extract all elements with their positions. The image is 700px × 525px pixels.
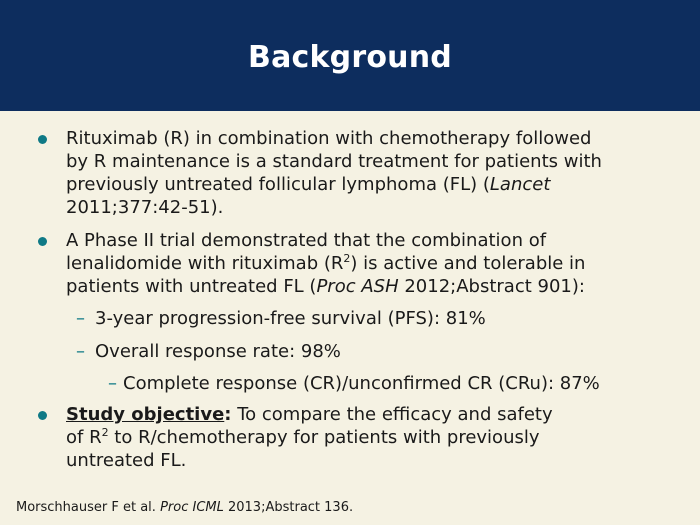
bullet-text xyxy=(66,127,678,219)
dash-icon: – xyxy=(108,373,117,394)
bullet-line: by R maintenance is a standard treatment for patients with xyxy=(66,151,602,172)
footnote-text: Morschhauser F et al. xyxy=(16,500,161,515)
objective-label: Study objective xyxy=(66,404,225,425)
bullet-line xyxy=(66,275,678,298)
bullet-text xyxy=(66,403,678,472)
bullet-line xyxy=(66,403,678,426)
bullet-line-text: To compare the efficacy and safety xyxy=(231,404,553,425)
bullet-line: A Phase II trial demonstrated that the combination of xyxy=(66,230,547,251)
subbullet-text: Overall response rate: 98% xyxy=(95,341,341,362)
bullet-dot-icon xyxy=(38,411,47,420)
objective-colon: : xyxy=(224,404,232,425)
footnote-journal: Proc ICML xyxy=(160,500,224,515)
superscript: 2 xyxy=(343,252,351,265)
slide-title: Background xyxy=(248,40,452,75)
bullet-line: untreated FL. xyxy=(66,450,187,471)
footnote-citation xyxy=(16,499,353,517)
subbullet-orr xyxy=(76,340,341,363)
dash-icon: – xyxy=(76,308,85,329)
bullet-line xyxy=(66,173,678,196)
subbullet-cr xyxy=(108,372,600,395)
bullet-line-text: to R/chemotherapy for patients with previously xyxy=(108,427,540,448)
bullet-dot-icon xyxy=(38,135,47,144)
bullet-line-text: patients with untreated FL ( xyxy=(66,276,317,297)
subbullet-text: Complete response (CR)/unconfirmed CR (CRu): 87% xyxy=(123,373,600,394)
superscript: 2 xyxy=(101,426,109,439)
dash-icon: – xyxy=(76,341,85,362)
footnote-text: 2013;Abstract 136. xyxy=(223,500,354,515)
bullet-line xyxy=(66,426,678,449)
bullet-line-text: of R xyxy=(66,427,102,448)
bullet-dot-icon xyxy=(38,237,47,246)
bullet-text xyxy=(66,229,678,298)
subbullet-pfs xyxy=(76,307,486,330)
citation-detail: 2011;377:42-51). xyxy=(66,197,224,218)
bullet-line-text: 2012;Abstract 901): xyxy=(398,276,585,297)
citation-journal: Lancet xyxy=(489,174,551,195)
bullet-line-text: lenalidomide with rituximab (R xyxy=(66,253,344,274)
citation-journal: Proc ASH xyxy=(316,276,399,297)
bullet-line-text: ) is active and tolerable in xyxy=(350,253,586,274)
bullet-line-text: previously untreated follicular lymphoma (FL) ( xyxy=(66,174,490,195)
bullet-line xyxy=(66,252,678,275)
subbullet-text: 3-year progression-free survival (PFS): 81% xyxy=(95,308,486,329)
bullet-line: Rituximab (R) in combination with chemotherapy followed xyxy=(66,128,592,149)
